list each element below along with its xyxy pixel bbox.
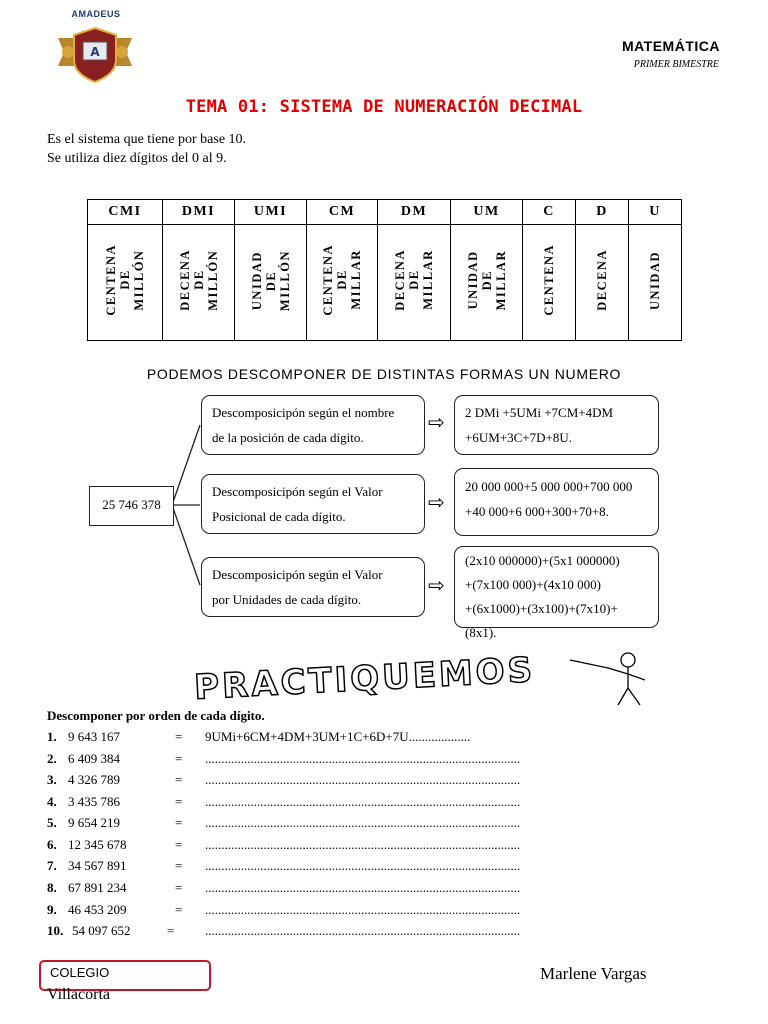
school-label: COLEGIO bbox=[50, 965, 110, 980]
place-name-word: MILLAR bbox=[493, 249, 508, 311]
method-label-line: Descomposicipón según el Valor bbox=[212, 567, 383, 582]
exercise-number: 4. bbox=[47, 794, 57, 809]
result-line: 2 DMi +5UMi +7CM+4DM bbox=[465, 405, 614, 420]
right-arrow-icon: ⇨ bbox=[428, 575, 445, 597]
equals-sign: = bbox=[175, 751, 183, 766]
exercise-number: 3. bbox=[47, 772, 57, 787]
answer-field[interactable]: ................................................................................................. bbox=[205, 902, 521, 917]
practiquemos-banner bbox=[100, 650, 660, 710]
result-box bbox=[454, 395, 659, 455]
answer-field[interactable]: ................................................................................................. bbox=[205, 923, 521, 938]
answer-field[interactable]: ................................................................................................. bbox=[205, 751, 521, 766]
place-name-word: DECENA bbox=[177, 249, 192, 311]
equals-sign: = bbox=[175, 858, 183, 873]
equals-sign: = bbox=[175, 837, 183, 852]
place-name-word: DE bbox=[191, 269, 206, 291]
exercise-value: 9 654 219 bbox=[68, 815, 120, 830]
intro-line-1: Es el sistema que tiene por base 10. bbox=[47, 132, 247, 147]
result-line: +40 000+6 000+300+70+8. bbox=[465, 504, 609, 519]
answer-field[interactable]: 9UMi+6CM+4DM+3UM+1C+6D+7U................... bbox=[205, 729, 471, 744]
equals-sign: = bbox=[175, 794, 183, 809]
result-line: (2x10 000000)+(5x1 000000) bbox=[465, 553, 620, 568]
example-number-box: 25 746 378 bbox=[89, 486, 174, 526]
method-label-line: Descomposicipón según el Valor bbox=[212, 484, 383, 499]
method-box bbox=[201, 474, 425, 534]
exercise-heading: Descomponer por orden de cada dígito. bbox=[47, 708, 265, 723]
place-name-word: CENTENA bbox=[542, 244, 556, 316]
exercise-value: 12 345 678 bbox=[68, 837, 127, 852]
exercise-number: 10. bbox=[47, 923, 64, 938]
right-arrow-icon: ⇨ bbox=[428, 412, 445, 434]
method-label-line: de la posición de cada dígito. bbox=[212, 430, 364, 445]
exercise-value: 67 891 234 bbox=[68, 880, 127, 895]
place-abbr: U bbox=[629, 200, 682, 225]
exercise-value: 4 326 789 bbox=[68, 772, 120, 787]
exercise-number: 9. bbox=[47, 902, 57, 917]
exercise-number: 7. bbox=[47, 858, 57, 873]
place-abbr: C bbox=[523, 200, 576, 225]
banner-text: PRACTIQUEMOS bbox=[193, 650, 537, 708]
exercise-number: 5. bbox=[47, 815, 57, 830]
intro-line-2: Se utiliza diez dígitos del 0 al 9. bbox=[47, 151, 227, 166]
answer-field[interactable]: ................................................................................................. bbox=[205, 794, 521, 809]
method-box bbox=[201, 395, 425, 455]
place-name-word: DE bbox=[407, 269, 421, 291]
answer-field[interactable]: ................................................................................................. bbox=[205, 858, 521, 873]
place-name-word: MILLÓN bbox=[132, 249, 146, 311]
cartoon-kid-icon bbox=[570, 653, 645, 705]
place-abbr: DMI bbox=[163, 200, 235, 225]
place-name-word: DE bbox=[335, 269, 349, 291]
place-name-word: DE bbox=[263, 269, 278, 291]
result-box bbox=[454, 468, 659, 536]
result-line: +(7x100 000)+(4x10 000) bbox=[465, 577, 601, 592]
place-name-word: MILLÓN bbox=[277, 249, 292, 311]
place-name-word: UNIDAD bbox=[465, 250, 480, 310]
result-line: +6UM+3C+7D+8U. bbox=[465, 430, 572, 445]
place-name-word: MILLAR bbox=[349, 249, 363, 311]
method-box bbox=[201, 557, 425, 617]
result-line: +(6x1000)+(3x100)+(7x10)+(8x1). bbox=[465, 601, 618, 640]
place-abbr: CM bbox=[307, 200, 378, 225]
equals-sign: = bbox=[175, 815, 183, 830]
exercise-value: 3 435 786 bbox=[68, 794, 120, 809]
place-name-word: MILLÓN bbox=[205, 249, 220, 311]
right-arrow-icon: ⇨ bbox=[428, 492, 445, 514]
equals-sign: = bbox=[175, 880, 183, 895]
exercise-number: 6. bbox=[47, 837, 57, 852]
place-name-word: DE bbox=[479, 269, 494, 291]
place-name-word: CENTENA bbox=[104, 244, 118, 316]
answer-field[interactable]: ................................................................................................. bbox=[205, 880, 521, 895]
place-abbr: DM bbox=[378, 200, 451, 225]
exercise-value: 6 409 384 bbox=[68, 751, 120, 766]
decomposition-title: PODEMOS DESCOMPONER DE DISTINTAS FORMAS UN NUMERO bbox=[146, 366, 622, 382]
exercise-number: 8. bbox=[47, 880, 57, 895]
place-name-word: DECENA bbox=[595, 249, 609, 311]
school-name: Villacorta bbox=[47, 986, 111, 1003]
place-abbr: UMI bbox=[235, 200, 307, 225]
answer-field[interactable]: ................................................................................................. bbox=[205, 837, 521, 852]
school-logo-text: AMADEUS bbox=[71, 9, 121, 19]
exercise-number: 1. bbox=[47, 729, 57, 744]
equals-sign: = bbox=[175, 772, 183, 787]
place-abbr: CMI bbox=[88, 200, 163, 225]
place-name-word: CENTENA bbox=[321, 244, 335, 316]
exercise-value: 54 097 652 bbox=[72, 923, 131, 938]
equals-sign: = bbox=[175, 902, 183, 917]
exercise-number: 2. bbox=[47, 751, 57, 766]
place-name-word: UNIDAD bbox=[648, 250, 662, 310]
subject-title: MATEMÁTICA bbox=[621, 38, 720, 54]
term-label: PRIMER BIMESTRE bbox=[633, 59, 719, 70]
exercise-value: 9 643 167 bbox=[68, 729, 120, 744]
answer-field[interactable]: ................................................................................................. bbox=[205, 772, 521, 787]
equals-sign: = bbox=[175, 729, 183, 744]
answer-field[interactable]: ................................................................................................. bbox=[205, 815, 521, 830]
exercise-value: 34 567 891 bbox=[68, 858, 127, 873]
result-box bbox=[454, 546, 659, 640]
page-title: TEMA 01: SISTEMA DE NUMERACIÓN DECIMAL bbox=[185, 97, 583, 117]
teacher-name: Marlene Vargas bbox=[540, 964, 647, 983]
svg-text:A: A bbox=[90, 45, 100, 59]
method-label-line: por Unidades de cada dígito. bbox=[212, 592, 362, 607]
place-name-word: DE bbox=[118, 269, 132, 291]
place-name-word: UNIDAD bbox=[249, 250, 264, 310]
method-label-line: Posicional de cada dígito. bbox=[212, 509, 346, 524]
place-abbr: UM bbox=[451, 200, 523, 225]
place-name-word: MILLAR bbox=[421, 249, 435, 311]
exercise-value: 46 453 209 bbox=[68, 902, 127, 917]
equals-sign: = bbox=[167, 923, 175, 938]
method-label-line: Descomposicipón según el nombre bbox=[212, 405, 395, 420]
result-line: 20 000 000+5 000 000+700 000 bbox=[465, 479, 633, 494]
place-name-word: DECENA bbox=[393, 249, 407, 311]
place-abbr: D bbox=[576, 200, 629, 225]
